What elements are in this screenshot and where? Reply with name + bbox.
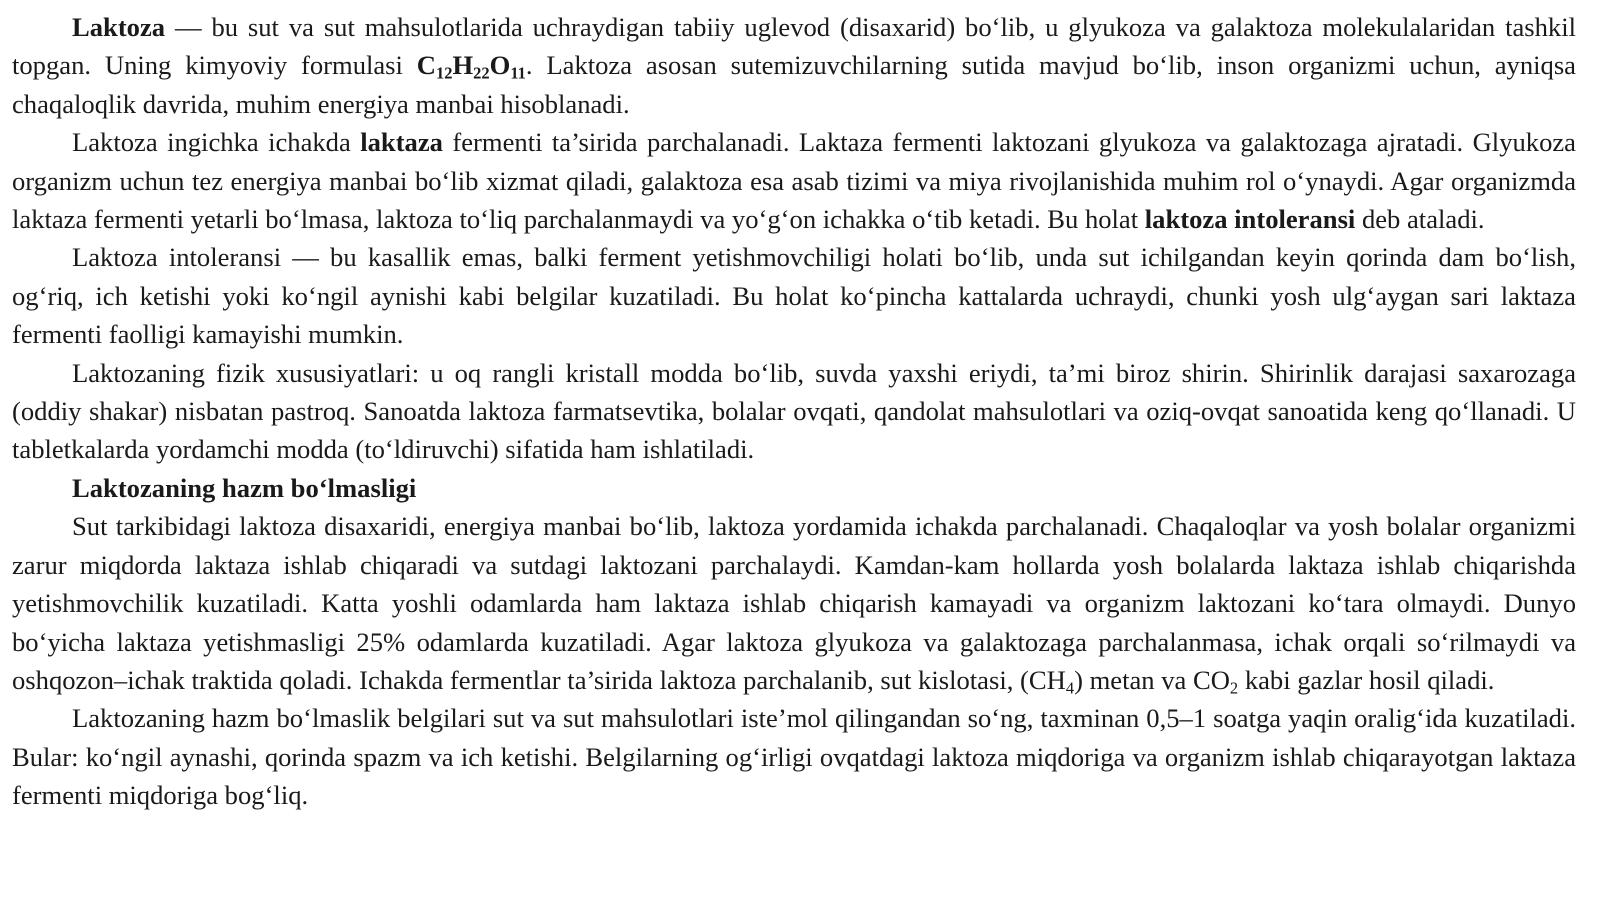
text-segment: deb ataladi. [1355, 204, 1485, 235]
term-lactose-intolerance: laktoza intoleransi [1144, 204, 1356, 235]
text-segment: fermenti ta’sirida parchalanadi. Laktaza fermenti laktozani glyukoza va galaktozaga ajratadi. Glyukoza organizm uchun tez energiya manbai bo‘lib xizmat qiladi, galaktoza esa asab tizimi va miya rivojlanishida muhim rol o‘ynaydi. Agar organizmda laktaza fermenti yetarli bo‘lmasa, laktoza to‘liq parchalanmaydi va yo‘g‘on ichakka o‘tib ketadi. Bu holat [12, 127, 1576, 235]
formula-element: CO [1192, 664, 1230, 695]
formula-subscript: 22 [473, 64, 490, 84]
paragraph-physical-properties: Laktozaning fizik xususiyatlari: u oq rangli kristall modda bo‘lib, suvda yaxshi eriydi, ta’mi biroz shirin. Shirinlik darajasi saxarozaga (oddiy shakar) nisbatan pastroq. Sanoatda laktoza farmatsevtika, bolalar ovqati, qandolat mahsulotlari va oziq-ovqat sanoatida keng qo‘llanadi. U tabletkalarda yordamchi modda (to‘ldiruvchi) sifatida ham ishlatiladi. [12, 357, 1576, 465]
paragraph-symptoms: Laktozaning hazm bo‘lmaslik belgilari sut va sut mahsulotlari iste’mol qilingandan so‘ng, taxminan 0,5–1 soatga yaqin oralig‘ida kuzatiladi. Bular: ko‘ngil aynashi, qorinda spazm va ich ketishi. Belgilarning og‘irligi ovqatdagi laktoza miqdoriga va organizm ishlab chiqarayotgan laktaza fermenti miqdoriga bog‘liq. [12, 703, 1576, 811]
text-segment: kabi gazlar hosil qiladi. [1238, 664, 1495, 695]
formula-subscript: 2 [1229, 678, 1239, 698]
formula-subscript: 11 [510, 64, 526, 84]
text-segment: — bu sut va sut mahsulotlarida uchraydigan tabiiy uglevod (disaxarid) bo‘lib, u glyukoza va galaktoza molekulalaridan tashkil topgan. Uning kimyoviy formulasi [12, 12, 1576, 81]
formula-subscript: 12 [435, 64, 453, 84]
document-body [12, 8, 1576, 815]
paragraph-lactase-digestion [12, 123, 1576, 238]
formula-element: C [416, 50, 436, 81]
text-segment: . Laktoza asosan sutemizuvchilarning sutida mavjud bo‘lib, inson organizmi uchun, ayniqsa chaqaloqlik davrida, muhim energiya manbai hisoblanadi. [12, 50, 1576, 119]
formula-element: CH [1028, 664, 1066, 695]
formula-co2 [1192, 664, 1239, 698]
formula-element: O [489, 50, 511, 81]
text-segment: Sut tarkibidagi laktoza disaxaridi, energiya manbai bo‘lib, laktoza yordamida ichakda parchalanadi. Chaqaloqlar va yosh bolalar organizmi zarur miqdorda laktaza ishlab chiqaradi va sutdagi laktozani parchalaydi. Kamdan-kam hollarda yosh bolalarda laktaza ishlab chiqarishda yetishmovchilik kuzatiladi. Katta yoshli odamlarda ham laktaza ishlab chiqarish kamayadi va organizm laktozani ko‘tara olmaydi. Dunyo bo‘yicha laktaza yetishmasligi 25% odamlarda kuzatiladi. Agar laktoza glyukoza va galaktozaga parchalanmasa, ichak orqali so‘rilmaydi va oshqozon–ichak traktida qoladi. Ichakda fermentlar ta’sirida laktoza parchalanib, sut kislotasi, ( [12, 511, 1576, 695]
chemical-formula [416, 50, 526, 84]
section-heading: Laktozaning hazm bo‘lmasligi [72, 472, 417, 503]
formula-element: H [452, 50, 474, 81]
paragraph-indigestion [12, 507, 1576, 699]
paragraph-lactose-definition [12, 8, 1576, 123]
term-laktoza: Laktoza [72, 12, 166, 42]
text-segment: Laktoza ingichka ichakda [72, 127, 361, 158]
formula-subscript: 4 [1065, 678, 1075, 698]
text-segment: ) metan va [1074, 664, 1193, 695]
term-laktaza: laktaza [360, 127, 443, 158]
paragraph-intolerance: Laktoza intoleransi — bu kasallik emas, balki ferment yetishmovchiligi holati bo‘lib, unda sut ichilgandan keyin qorinda dam bo‘lish, og‘riq, ich ketishi yoki ko‘ngil aynishi kabi belgilar kuzatiladi. Bu holat ko‘pincha kattalarda uchraydi, chunki yosh ulg‘aygan sari laktaza fermenti faolligi kamayishi mumkin. [12, 242, 1576, 350]
formula-methane [1028, 664, 1075, 698]
